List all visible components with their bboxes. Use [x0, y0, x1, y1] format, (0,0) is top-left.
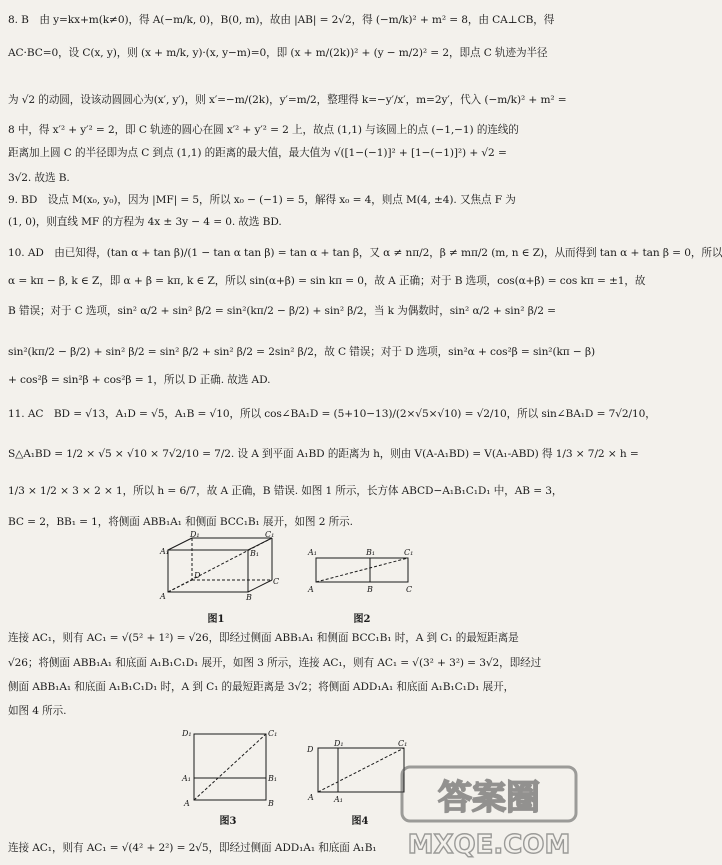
p11-line-8: 如图 4 所示. — [8, 705, 67, 717]
watermark-subtext: MXQE.COM — [407, 830, 571, 860]
fig1-label-c1: C₁ — [265, 530, 275, 539]
p8-line-1: 8. B 由 y=kx+m(k≠0)，得 A(−m/k, 0)，B(0, m)，故由 |AB| = 2√2，得 (−m/k)² + m² = 8，由 CA⊥CB，得 — [8, 14, 555, 26]
figure-1-caption: 图1 — [207, 614, 225, 625]
p8-line-3: 为 √2 的动圆，设该动圆圆心为(x′, y′)，则 x′=−m/(2k)，y′=m/2，整理得 k=−y′/x′，m=2y′，代入 (−m/k)² + m² = — [8, 94, 567, 106]
p11-line-1: 11. AC BD = √13，A₁D = √5，A₁B = √10，所以 cos∠BA₁D = (5+10−13)/(2×√5×√10) = √2/10，所以 sin∠BA₁D = 7√2/10， — [8, 408, 656, 420]
watermark-logo — [400, 765, 578, 861]
fig4-label-d1: D₁ — [334, 739, 344, 748]
fig2-label-b: B — [367, 585, 373, 594]
fig1-label-b: B — [246, 593, 252, 602]
fig2-label-c1: C₁ — [404, 548, 414, 557]
figure-3-side-and-base — [180, 726, 280, 808]
p8-line-4: 8 中，得 x′² + y′² = 2，即 C 轨迹的圆心在圆 x′² + y′² = 2 上，故点 (1,1) 与该圆上的点 (−1,−1) 的连线的 — [8, 124, 519, 136]
figure-3-caption: 图3 — [219, 816, 237, 827]
p9-line-2: (1, 0)，则直线 MF 的方程为 4x ± 3y − 4 = 0. 故选 BD. — [8, 216, 282, 228]
p11-line-7: 侧面 ABB₁A₁ 和底面 A₁B₁C₁D₁ 时，A 到 C₁ 的最短距离是 3√2；将侧面 ADD₁A₁ 和底面 A₁B₁C₁D₁ 展开， — [8, 681, 515, 693]
fig4-label-a: A — [308, 793, 314, 802]
p11-line-4: BC = 2，BB₁ = 1，将侧面 ABB₁A₁ 和侧面 BCC₁B₁ 展开，如图 2 所示. — [8, 516, 353, 528]
p10-line-5: + cos²β = sin²β + cos²β = 1，所以 D 正确. 故选 AD. — [8, 374, 271, 386]
fig4-label-c1: C₁ — [398, 739, 408, 748]
fig2-label-a1: A₁ — [308, 548, 317, 557]
figure-2-caption: 图2 — [353, 614, 371, 625]
fig3-label-b1: B₁ — [268, 774, 278, 783]
fig2-label-b1: B₁ — [366, 548, 376, 557]
fig3-label-a1: A₁ — [182, 774, 191, 783]
fig1-label-b1: B₁ — [250, 549, 260, 558]
fig1-label-d1: D₁ — [190, 530, 200, 539]
fig3-label-a: A — [184, 799, 190, 808]
p11-line-5: 连接 AC₁，则有 AC₁ = √(5² + 1²) = √26，即经过侧面 ABB₁A₁ 和侧面 BCC₁B₁ 时，A 到 C₁ 的最短距离是 — [8, 632, 519, 644]
p11-line-2: S△A₁BD = 1/2 × √5 × √10 × 7√2/10 = 7/2. 设 A 到平面 A₁BD 的距离为 h，则由 V(A-A₁BD) = V(A₁-ABD) 得 1/3 × 7/2 × h = — [8, 448, 639, 460]
figure-2-unfolded-sides — [308, 546, 416, 596]
watermark-text: 答案圈 — [438, 778, 540, 818]
figure-4-caption: 图4 — [351, 816, 369, 827]
fig1-label-c: C — [273, 577, 280, 586]
fig1-label-a1: A₁ — [160, 547, 169, 556]
fig1-label-d: D — [194, 571, 201, 580]
p8-line-2: AC·BC=0，设 C(x, y)，则 (x + m/k, y)·(x, y−m)=0，即 (x + m/(2k))² + (y − m/2)² = 2，即点 C 轨迹为半径 — [8, 47, 548, 59]
p10-line-1: 10. AD 由已知得，(tan α + tan β)/(1 − tan α tan β) = tan α + tan β，又 α ≠ nπ/2，β ≠ mπ/2 (m, n ∈ Z)，从而得到 tan α + tan β = 0，所以 — [8, 247, 722, 259]
fig3-label-d1: D₁ — [182, 729, 192, 738]
figure-4-side-and-base — [304, 738, 414, 804]
p11-line-9: 连接 AC₁，则有 AC₁ = √(4² + 2²) = 2√5，即经过侧面 ADD₁A₁ 和底面 A₁B₁ — [8, 842, 377, 854]
p8-line-6: 3√2. 故选 B. — [8, 172, 70, 184]
fig4-label-d: D — [307, 745, 314, 754]
p10-line-4: sin²(kπ/2 − β/2) + sin² β/2 = sin² β/2 + sin² β/2 = 2sin² β/2，故 C 错误；对于 D 选项，sin²α + cos²β = sin²(kπ − β) — [8, 346, 596, 358]
p9-line-1: 9. BD 设点 M(x₀, y₀)，因为 |MF| = 5，所以 x₀ − (−1) = 5，解得 x₀ = 4，则点 M(4, ±4). 又焦点 F 为 — [8, 194, 516, 206]
fig1-label-a: A — [160, 592, 166, 601]
p11-line-6: √26；将侧面 ABB₁A₁ 和底面 A₁B₁C₁D₁ 展开，如图 3 所示，连接 AC₁，则有 AC₁ = √(3² + 3²) = 3√2，即经过 — [8, 657, 542, 669]
fig3-label-b: B — [268, 799, 274, 808]
p10-line-3: B 错误；对于 C 选项，sin² α/2 + sin² β/2 = sin²(kπ/2 − β/2) + sin² β/2，当 k 为偶数时，sin² α/2 + sin² β/2 = — [8, 305, 556, 317]
fig3-label-c1: C₁ — [268, 729, 278, 738]
fig2-label-a: A — [308, 585, 314, 594]
p8-line-5: 距离加上圆 C 的半径即为点 C 到点 (1,1) 的距离的最大值，最大值为 √([1−(−1)]² + [1−(−1)]²) + √2 = — [8, 147, 507, 159]
figure-1-cuboid — [160, 532, 280, 602]
fig4-label-a1: A₁ — [334, 795, 343, 804]
p11-line-3: 1/3 × 1/2 × 3 × 2 × 1，所以 h = 6/7，故 A 正确，B 错误. 如图 1 所示，长方体 ABCD−A₁B₁C₁D₁ 中，AB = 3， — [8, 485, 563, 497]
fig2-label-c: C — [406, 585, 413, 594]
p10-line-2: α = kπ − β, k ∈ Z，即 α + β = kπ, k ∈ Z，所以 sin(α+β) = sin kπ = 0，故 A 正确；对于 B 选项，cos(α+β) = cos kπ = ±1，故 — [8, 275, 646, 287]
